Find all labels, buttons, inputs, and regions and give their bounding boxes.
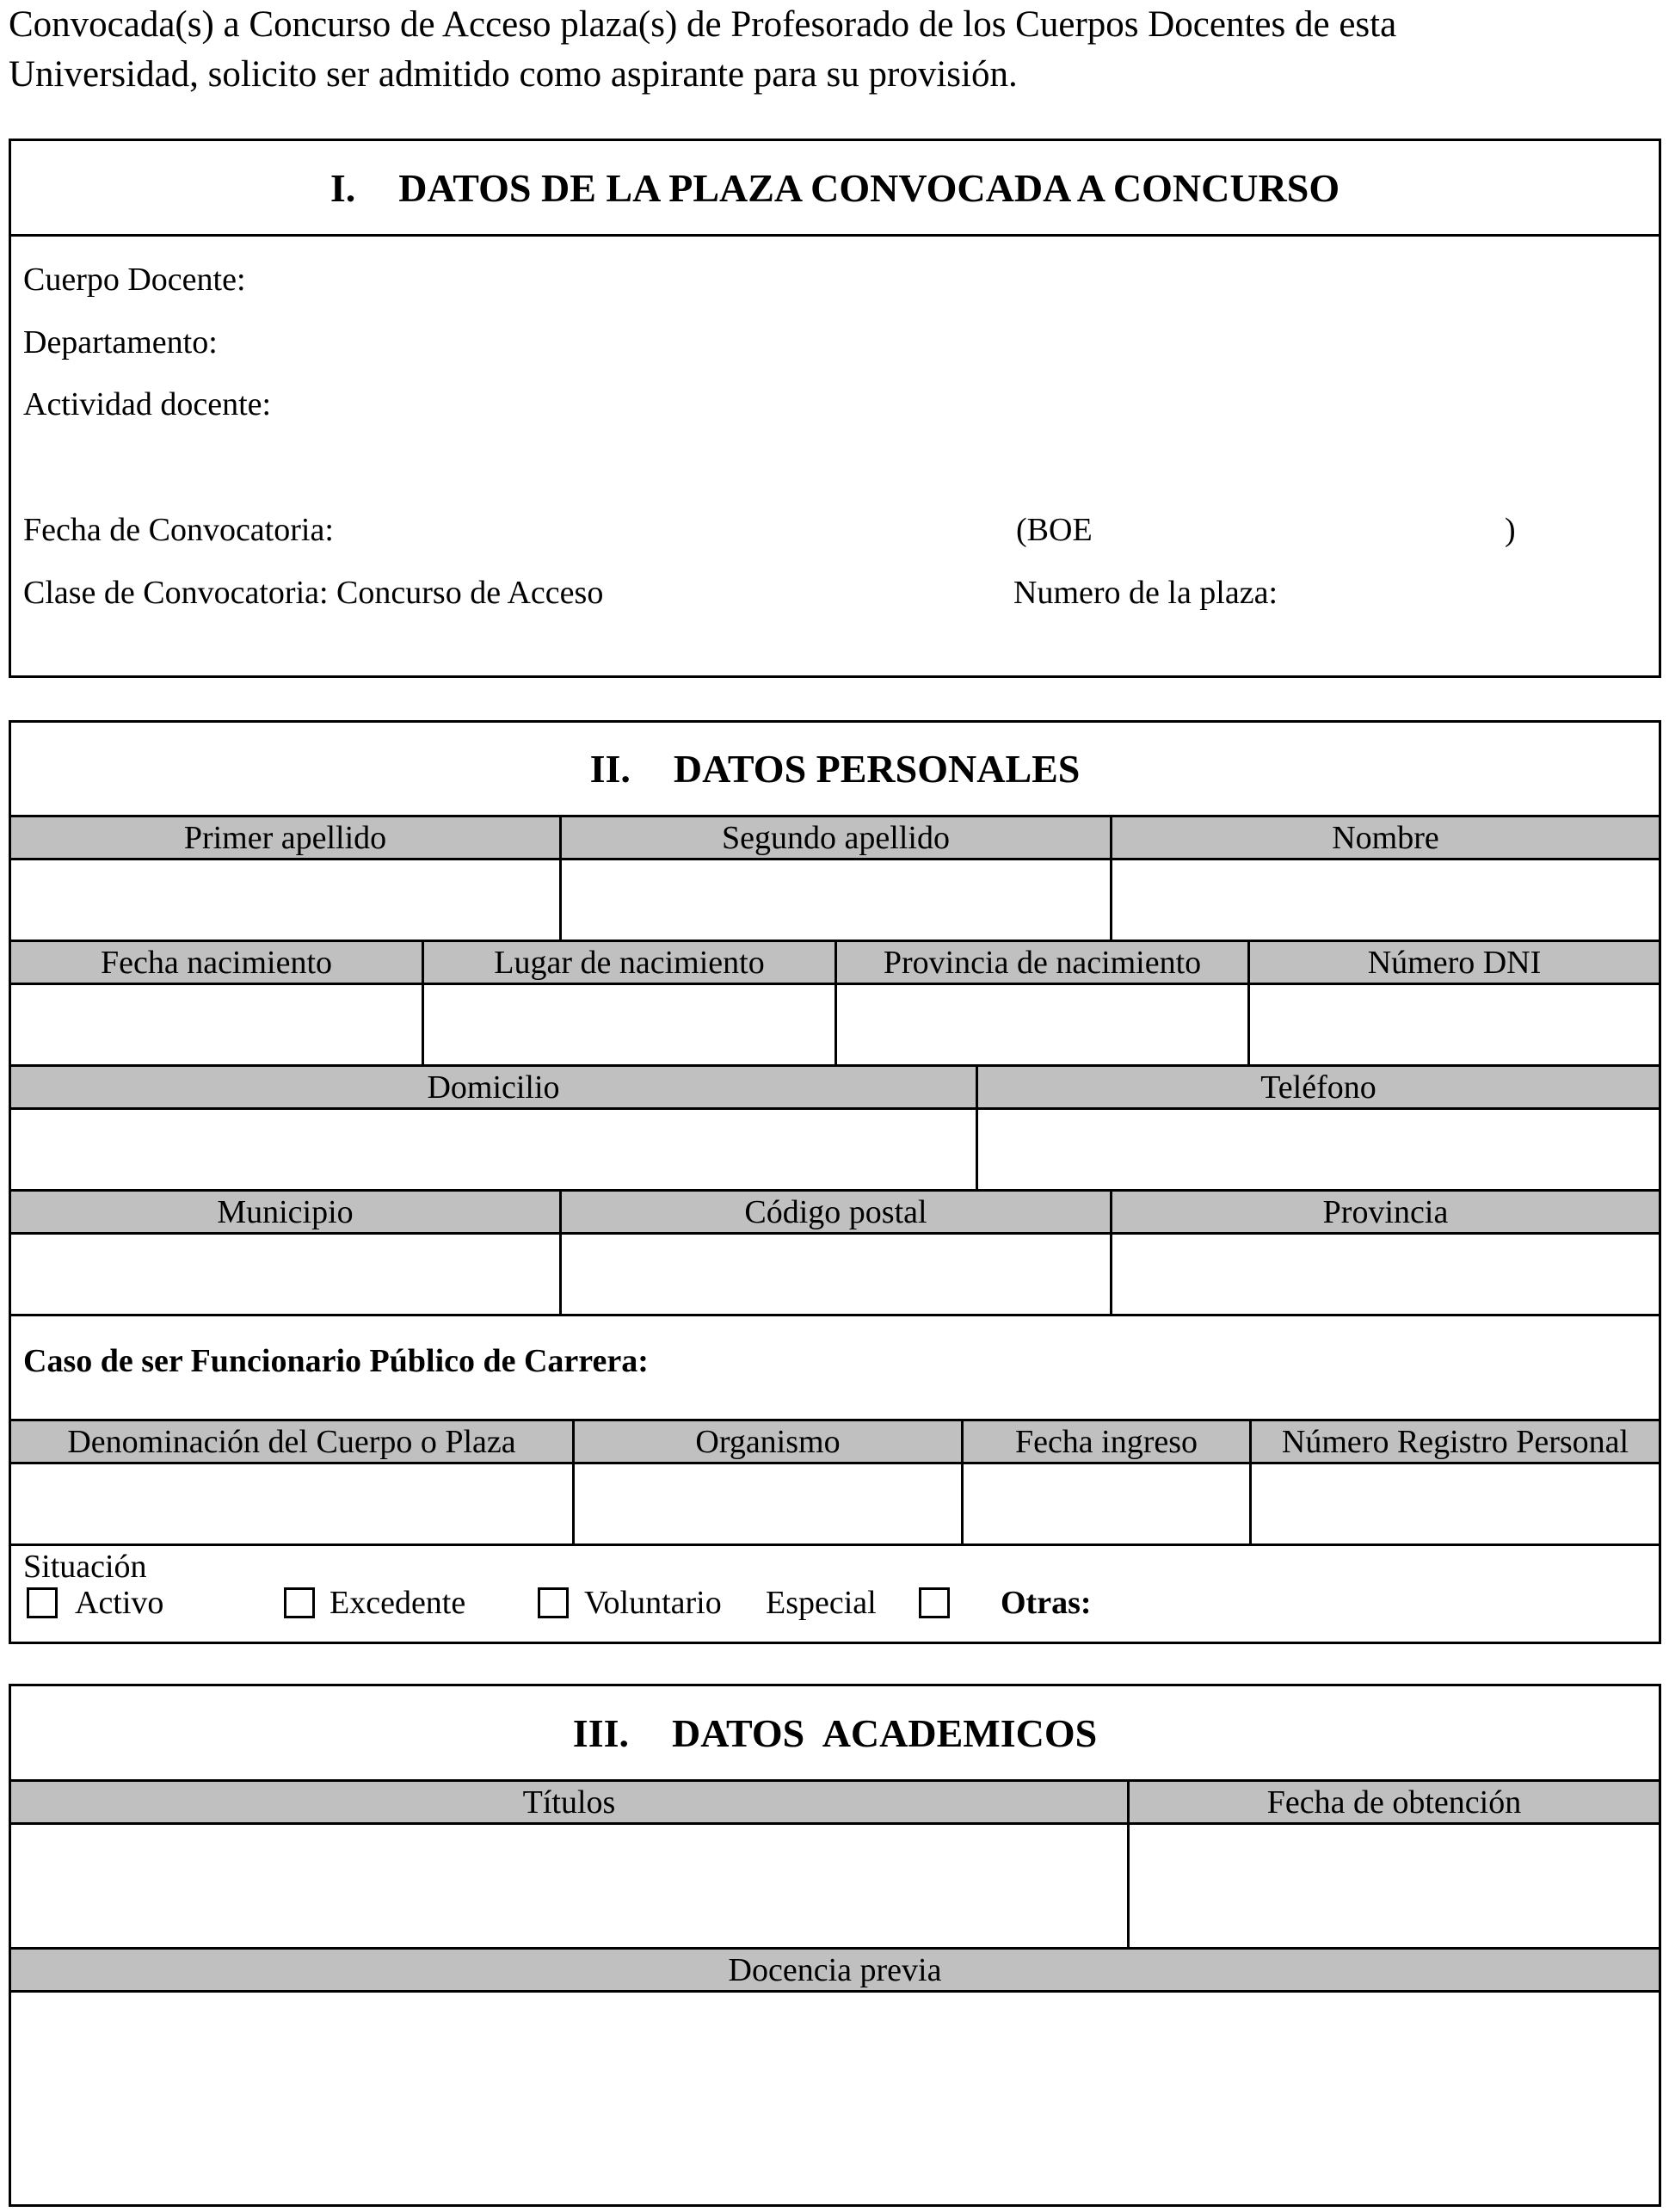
numero-plaza-label: Numero de la plaza: (1013, 575, 1278, 611)
primer-apellido-field[interactable] (11, 860, 562, 940)
numero-dni-field[interactable] (1250, 985, 1659, 1064)
boe-close-label: ) (1505, 512, 1516, 548)
funcionario-input-row (11, 1464, 1659, 1546)
nombre-field[interactable] (1112, 860, 1659, 940)
section-plaza-number: I. (329, 165, 356, 210)
birth-input-row (11, 985, 1659, 1067)
funcionario-label: Caso de ser Funcionario Público de Carrera: (11, 1316, 1659, 1421)
lugar-nacimiento-header: Lugar de nacimiento (424, 942, 837, 983)
voluntario-checkbox[interactable] (538, 1587, 569, 1618)
provincia-field[interactable] (1112, 1235, 1659, 1314)
activo-label: Activo (75, 1585, 164, 1621)
codigo-postal-header: Código postal (562, 1192, 1112, 1232)
codigo-postal-field[interactable] (562, 1235, 1112, 1314)
departamento-label: Departamento: (23, 324, 218, 360)
nombre-header: Nombre (1332, 819, 1439, 856)
names-header-row (11, 817, 1659, 860)
situacion-label: Situación (23, 1549, 147, 1585)
lugar-nacimiento-field[interactable] (424, 985, 837, 1064)
municipio-field[interactable] (11, 1235, 562, 1314)
provincia-nacimiento-header: Provincia de nacimiento (837, 942, 1250, 983)
birth-header-row (11, 942, 1659, 985)
section-personales-title: DATOS PERSONALES (673, 747, 1081, 791)
section-datos-personales (9, 720, 1661, 1644)
titulos-header-row (11, 1782, 1659, 1825)
docencia-previa-header: Docencia previa (728, 1951, 942, 1988)
excedente-label: Excedente (329, 1585, 466, 1621)
excedente-checkbox[interactable] (284, 1587, 315, 1618)
municipio-input-row (11, 1235, 1659, 1316)
denominacion-header: Denominación del Cuerpo o Plaza (11, 1421, 575, 1462)
section-academicos-header (11, 1686, 1659, 1782)
otras-label: Otras: (1001, 1585, 1092, 1621)
fecha-convocatoria-label: Fecha de Convocatoria: (23, 512, 334, 548)
fecha-obtencion-field[interactable] (1130, 1825, 1659, 1947)
clase-convocatoria-label: Clase de Convocatoria: Concurso de Acceso (23, 575, 604, 611)
fecha-nacimiento-header: Fecha nacimiento (11, 942, 424, 983)
telefono-header: Teléfono (1260, 1069, 1376, 1106)
situacion-row (11, 1546, 1659, 1625)
numero-registro-field[interactable] (1252, 1464, 1659, 1543)
municipio-header: Municipio (11, 1192, 562, 1232)
cuerpo-docente-label: Cuerpo Docente: (23, 262, 246, 298)
organismo-header: Organismo (575, 1421, 964, 1462)
titulos-field[interactable] (11, 1825, 1130, 1947)
intro-text (9, 0, 1660, 100)
section-personales-number: II. (589, 747, 631, 791)
titulos-header: Títulos (11, 1782, 1130, 1822)
voluntario-label: Voluntario (584, 1585, 722, 1621)
numero-registro-header: Número Registro Personal (1281, 1423, 1629, 1460)
provincia-nacimiento-field[interactable] (837, 985, 1250, 1064)
domicilio-header: Domicilio (11, 1067, 978, 1107)
especial-checkbox[interactable] (919, 1587, 950, 1618)
fecha-ingreso-field[interactable] (964, 1464, 1252, 1543)
intro-line-1: Convocada(s) a Concurso de Acceso plaza(s) de Profesorado de los Cuerpos Docentes de esta (9, 4, 1397, 45)
section-plaza (9, 139, 1661, 678)
activo-checkbox[interactable] (27, 1587, 58, 1618)
domicilio-header-row (11, 1067, 1659, 1110)
numero-dni-header: Número DNI (1367, 944, 1542, 981)
section-plaza-title: DATOS DE LA PLAZA CONVOCADA A CONCURSO (398, 165, 1340, 210)
telefono-field[interactable] (978, 1110, 1659, 1189)
docencia-input-row (11, 1993, 1659, 2199)
fecha-ingreso-header: Fecha ingreso (964, 1421, 1252, 1462)
segundo-apellido-field[interactable] (562, 860, 1112, 940)
intro-line-2: Universidad, solicito ser admitido como aspirante para su provisión. (9, 54, 1018, 95)
actividad-docente-label: Actividad docente: (23, 386, 272, 422)
municipio-header-row (11, 1192, 1659, 1235)
domicilio-field[interactable] (11, 1110, 978, 1189)
section-academicos-title: DATOS ACADEMICOS (672, 1710, 1098, 1755)
provincia-header: Provincia (1322, 1193, 1449, 1230)
organismo-field[interactable] (575, 1464, 964, 1543)
fecha-nacimiento-field[interactable] (11, 985, 424, 1064)
especial-label: Especial (766, 1585, 877, 1621)
names-input-row (11, 860, 1659, 942)
titulos-input-row (11, 1825, 1659, 1950)
segundo-apellido-header: Segundo apellido (562, 817, 1112, 858)
docencia-header-row (11, 1950, 1659, 1993)
docencia-previa-field[interactable] (11, 1993, 1659, 2199)
denominacion-field[interactable] (11, 1464, 575, 1543)
fecha-obtencion-header: Fecha de obtención (1266, 1784, 1522, 1821)
funcionario-header-row (11, 1421, 1659, 1464)
section-plaza-header (11, 141, 1659, 237)
domicilio-input-row (11, 1110, 1659, 1192)
section-datos-academicos (9, 1684, 1661, 2207)
section-academicos-number: III. (572, 1710, 630, 1755)
boe-open-label: (BOE (1016, 512, 1093, 548)
primer-apellido-header: Primer apellido (11, 817, 562, 858)
section-personales-header (11, 723, 1659, 817)
